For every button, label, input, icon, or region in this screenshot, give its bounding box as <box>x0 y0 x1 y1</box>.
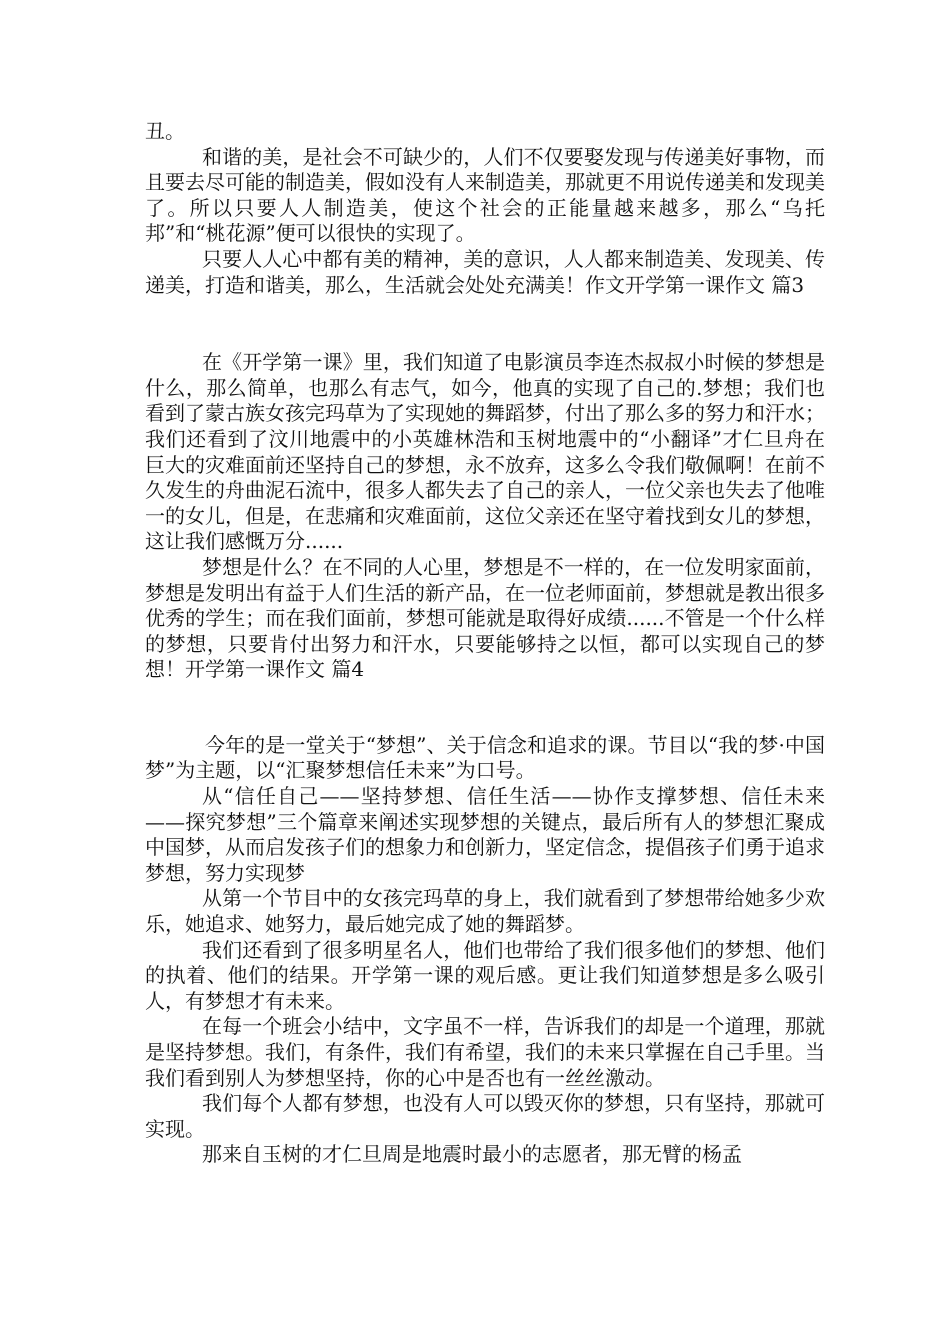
paragraph-this-year: 今年的是一堂关于“梦想”、关于信念和追求的课。节目以“我的梦·中国梦”为主题，以“汇聚梦想信任未来”为口号。 <box>145 732 825 783</box>
article-body <box>145 119 825 1168</box>
paragraph-class-meeting: 在每一个班会小结中，文字虽不一样，告诉我们的却是一个道理，那就是坚持梦想。我们，有条件，我们有希望，我们的未来只掌握在自己手里。当我们看到别人为梦想坚持，你的心中是否也有一丝丝激动。 <box>145 1014 825 1090</box>
paragraph-beauty-conclusion: 只要人人心中都有美的精神，美的意识，人人都来制造美、发现美、传递美，打造和谐美，那么，生活就会处处充满美！作文开学第一课作文 篇3 <box>145 246 825 297</box>
paragraph-celebrities: 我们还看到了很多明星名人，他们也带给了我们很多他们的梦想、他们的执着、他们的结果。开学第一课的观后感。更让我们知道梦想是多么吸引人，有梦想才有未来。 <box>145 937 825 1013</box>
paragraph-continuation: 丑。 <box>145 119 185 143</box>
paragraph-yushu: 那来自玉树的才仁旦周是地震时最小的志愿者，那无臂的杨孟 <box>202 1142 742 1167</box>
paragraph-three-chapters: 从“信任自己——坚持梦想、信任生活——协作支撑梦想、信任未来——探究梦想”三个篇章来阐述实现梦想的关键点，最后所有人的梦想汇聚成中国梦，从而启发孩子们的想象力和创新力，坚定信念，提倡孩子们勇于追求梦想，努力实现梦 <box>145 784 825 885</box>
section-gap <box>145 298 825 350</box>
paragraph-harmony: 和谐的美，是社会不可缺少的，人们不仅要娶发现与传递美好事物，而且要去尽可能的制造美，假如没有人来制造美，那就更不用说传递美和发现美了。所以只要人人制造美，使这个社会的正能量越来越多，那么“乌托邦”和“桃花源”便可以很快的实现了。 <box>145 144 825 246</box>
paragraph-everyone-dreams: 我们每个人都有梦想，也没有人可以毁灭你的梦想，只有坚持，那就可实现。 <box>145 1091 825 1141</box>
paragraph-first-lesson: 在《开学第一课》里，我们知道了电影演员李连杰叔叔小时候的梦想是什么，那么简单，也那么有志气，如今，他真的实现了自己的.梦想；我们也看到了蒙古族女孩完玛草为了实现她的舞蹈梦，付出了那么多的努力和汗水；我们还看到了汶川地震中的小英雄林浩和玉树地震中的“小翻译”才仁旦舟在巨大的灾难面前还坚持自己的梦想，永不放弃，这多么令我们敬佩啊！在前不久发生的舟曲泥石流中，很多人都失去了自己的亲人，一位父亲也失去了他唯一的女儿，但是，在悲痛和灾难面前，这位父亲还在坚守着找到女儿的梦想，这让我们感慨万分...... <box>145 350 825 554</box>
paragraph-what-is-dream: 梦想是什么？在不同的人心里，梦想是不一样的，在一位发明家面前，梦想是发明出有益于人们生活的新产品，在一位老师面前，梦想就是教出很多优秀的学生；而在我们面前，梦想可能就是取得好成绩......不管是一个什么样的梦想，只要肯付出努力和汗水，只要能够持之以恒，都可以实现自己的梦想！开学第一课作文 篇4 <box>145 554 825 682</box>
paragraph-wanmacao: 从第一个节目中的女孩完玛草的身上，我们就看到了梦想带给她多少欢乐，她追求、她努力，最后她完成了她的舞蹈梦。 <box>145 886 825 937</box>
section-gap <box>145 683 825 733</box>
